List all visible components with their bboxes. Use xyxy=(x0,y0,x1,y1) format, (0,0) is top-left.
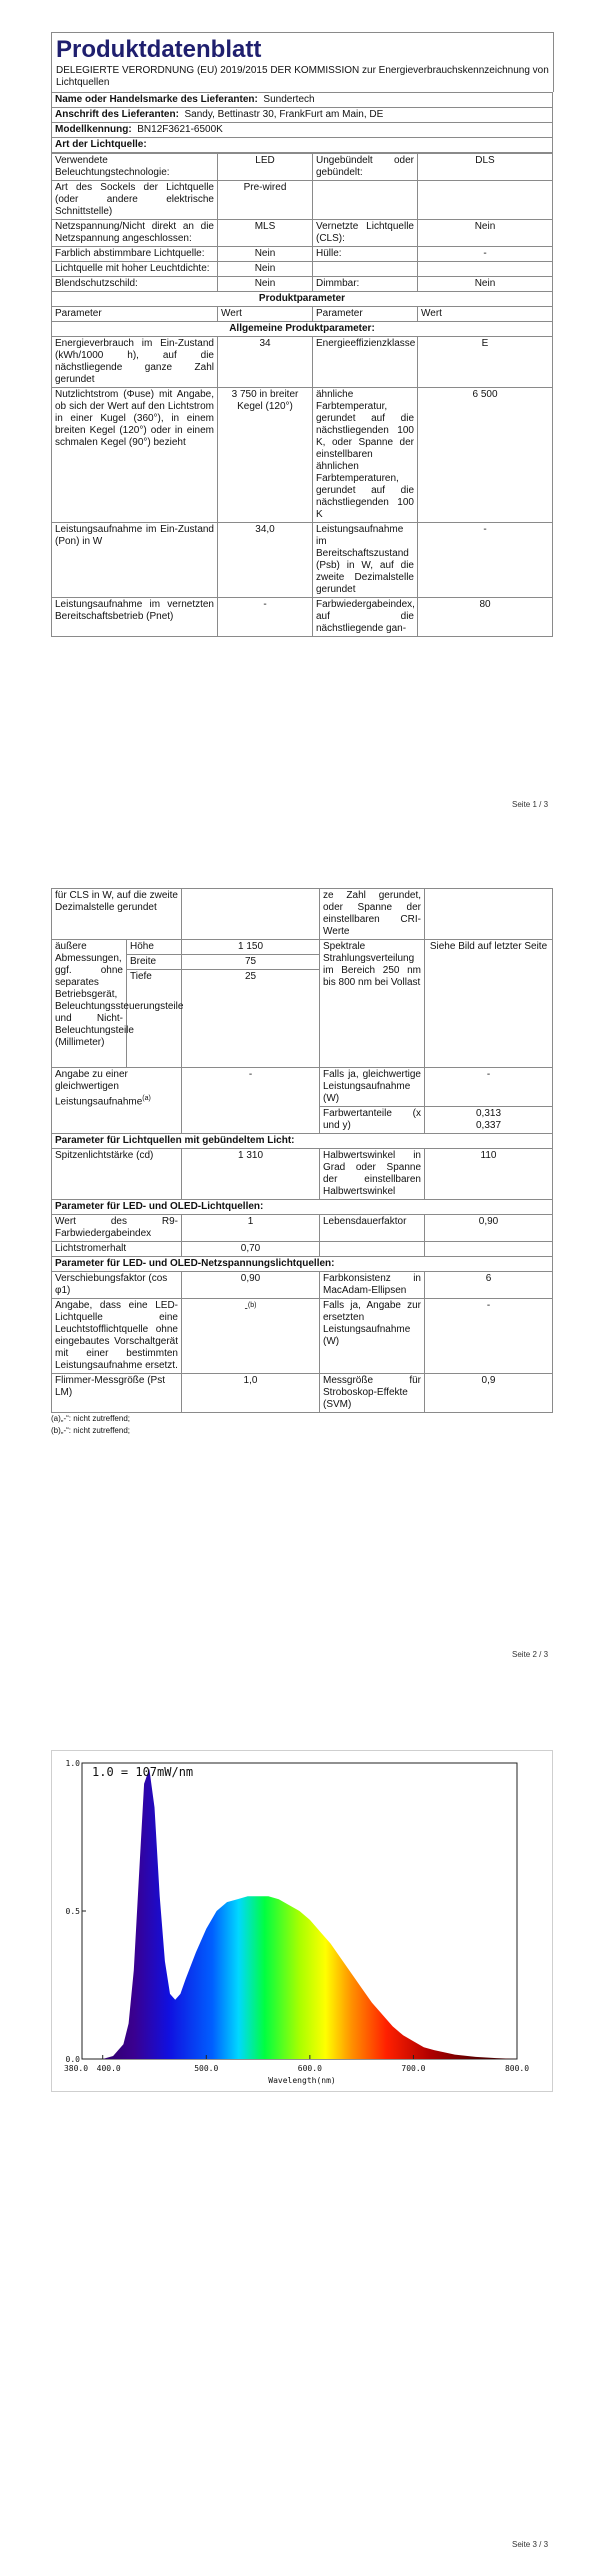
equiv-power-w-value: - xyxy=(425,1068,553,1107)
cell: Vernetzte Lichtquelle (CLS): xyxy=(313,220,418,247)
replacement-label: Angabe, dass eine LED-Lichtquelle eine Leuchtstofflichtquelle ohne eingebautes Vorschaltgerät mit einer bestimmten Leistungsaufnahme ersetzt. xyxy=(52,1299,182,1374)
table-row xyxy=(52,181,553,220)
cell: Ungebündelt oder gebündelt: xyxy=(313,154,418,181)
cell: 34,0 xyxy=(218,523,313,598)
col-header: Parameter xyxy=(52,307,218,322)
cell: - xyxy=(218,598,313,637)
y-tick-label: 1.0 xyxy=(65,1759,80,1768)
light-source-table xyxy=(51,153,553,637)
footnote-ref: (b) xyxy=(247,1302,257,1309)
table-row xyxy=(52,1215,553,1242)
cell: 6 500 xyxy=(418,388,553,523)
table-row xyxy=(52,1068,553,1107)
x-axis-label: Wavelength(nm) xyxy=(268,2076,336,2085)
macadam-value: 6 xyxy=(425,1272,553,1299)
cell: Leistungsaufnahme im Ein-Zustand (Pon) in W xyxy=(52,523,218,598)
x-tick-label: 500.0 xyxy=(194,2064,219,2073)
table-row xyxy=(52,1242,553,1257)
mains-heading: Parameter für LED- und OLED-Netzspannungslichtquellen: xyxy=(55,1258,335,1269)
x-tick-label: 700.0 xyxy=(401,2064,426,2073)
chromaticity-y: 0,337 xyxy=(475,1120,502,1131)
cell: Farbwiedergabeindex, auf die nächstliegende gan- xyxy=(313,598,418,637)
x-tick-label: 800.0 xyxy=(504,2064,530,2073)
cell: Pre-wired xyxy=(218,181,313,220)
footnote-ref: (a) xyxy=(142,1095,151,1102)
table-row xyxy=(52,220,553,247)
table-row xyxy=(52,1149,553,1200)
cell: DLS xyxy=(418,154,553,181)
page-number: Seite 2 / 3 xyxy=(512,1650,549,1659)
cell: Lichtquelle mit hoher Leuchtdichte: xyxy=(52,262,218,277)
cell xyxy=(313,262,418,277)
peak-intensity-label: Spitzenlichtstärke (cd) xyxy=(52,1149,182,1200)
cell: Energieverbrauch im Ein-Zustand (kWh/1000 h), auf die nächstliegende ganze Zahl gerundet xyxy=(52,337,218,388)
r9-label: Wert des R9-Farbwiedergabeindex xyxy=(52,1215,182,1242)
r9-value: 1 xyxy=(182,1215,320,1242)
table-row xyxy=(52,262,553,277)
title-box xyxy=(51,32,554,92)
dim-width-value: 75 xyxy=(182,955,320,970)
equiv-power-value: - xyxy=(182,1068,320,1134)
col-header: Parameter xyxy=(313,307,418,322)
cell: Farblich abstimmbare Lichtquelle: xyxy=(52,247,218,262)
chromaticity-x: 0,313 xyxy=(475,1108,502,1119)
spectrum-svg xyxy=(52,1751,552,2091)
cell xyxy=(313,181,418,220)
dim-width-label: Breite xyxy=(127,955,182,970)
cell: ähnliche Farbtemperatur, gerundet auf die nächstliegenden 100 K, oder Spanne der einstellbaren ähnlichen Farbtemperaturen, gerundet auf die nächstliegenden 100 K xyxy=(313,388,418,523)
spectrum-chart xyxy=(51,1750,553,2092)
table-row xyxy=(52,598,553,637)
lumen-maintenance-label: Lichtstromerhalt xyxy=(52,1242,182,1257)
table-row xyxy=(52,154,553,181)
model-value: BN12F3621-6500K xyxy=(137,124,223,135)
cell: 80 xyxy=(418,598,553,637)
cell: Nein xyxy=(218,277,313,292)
cell xyxy=(320,1242,425,1257)
replaced-power-label: Falls ja, Angabe zur ersetzten Leistungsaufnahme (W) xyxy=(320,1299,425,1374)
page-title: Produktdatenblatt xyxy=(56,36,262,63)
page-1 xyxy=(0,0,603,820)
table-row xyxy=(52,1374,553,1413)
page-number: Seite 3 / 3 xyxy=(512,2540,549,2549)
table-row xyxy=(52,337,553,388)
model-label: Modellkennung: xyxy=(55,124,132,135)
chromaticity-label: Farbwertanteile (x und y) xyxy=(320,1107,425,1134)
supplier-address-value: Sandy, Bettinastr 30, FrankFurt am Main, DE xyxy=(184,109,384,120)
footnote-b: (b)„-“: nicht zutreffend; xyxy=(51,1426,130,1435)
cell xyxy=(425,1242,553,1257)
y-tick-label: 0.0 xyxy=(65,2055,80,2064)
peak-intensity-value: 1 310 xyxy=(182,1149,320,1200)
table-row xyxy=(52,523,553,598)
y-tick-label: 0.5 xyxy=(65,1907,80,1916)
cell: - xyxy=(418,247,553,262)
dim-depth-value: 25 xyxy=(182,970,320,1068)
footnote-a: (a)„-“: nicht zutreffend; xyxy=(51,1414,130,1423)
page-2 xyxy=(0,860,603,1680)
cell: Nein xyxy=(418,277,553,292)
general-params-heading: Allgemeine Produktparameter: xyxy=(229,323,375,334)
displacement-factor-label: Verschiebungsfaktor (cos φ1) xyxy=(52,1272,182,1299)
supplier-name-value: Sundertech xyxy=(263,94,315,105)
cell: für CLS in W, auf die zweite Dezimalstelle gerundet xyxy=(52,889,182,940)
svm-value: 0,9 xyxy=(425,1374,553,1413)
cell xyxy=(418,181,553,220)
cell: Blendschutzschild: xyxy=(52,277,218,292)
table-row xyxy=(52,1299,553,1374)
survival-factor-value: 0,90 xyxy=(425,1215,553,1242)
cell: ze Zahl gerundet, oder Spanne der einstellbaren CRI-Werte xyxy=(320,889,425,940)
spectrum-area xyxy=(82,1769,517,2059)
column-headers xyxy=(52,307,553,322)
cell: Energieeffizienzklasse xyxy=(313,337,418,388)
product-params-heading: Produktparameter xyxy=(258,293,346,304)
dim-height-label: Höhe xyxy=(127,940,182,955)
flicker-value: 1,0 xyxy=(182,1374,320,1413)
replacement-value: - xyxy=(244,1303,248,1315)
x-tick-label: 400.0 xyxy=(96,2064,121,2073)
col-header: Wert xyxy=(418,307,553,322)
params-table-continued xyxy=(51,888,553,1413)
cell: Leistungsaufnahme im Bereitschaftszustand (Psb) in W, auf die zweite Dezimalstelle gerundet xyxy=(313,523,418,598)
replaced-power-value: - xyxy=(425,1299,553,1374)
cell: Nein xyxy=(218,262,313,277)
cell: Art des Sockels der Lichtquelle (oder andere elektrische Schnittstelle) xyxy=(52,181,218,220)
datasheet-page-1 xyxy=(51,32,552,637)
cell: E xyxy=(418,337,553,388)
directional-heading: Parameter für Lichtquellen mit gebündeltem Licht: xyxy=(55,1135,295,1146)
table-row xyxy=(52,1272,553,1299)
x-tick-label: 380.0 xyxy=(63,2064,89,2073)
cell: Nutzlichtstrom (Φuse) mit Angabe, ob sich der Wert auf den Lichtstrom in einer Kugel (360°), in einem breiten Kegel (120°) oder in einem schmalen Kegel (90°) bezieht xyxy=(52,388,218,523)
spectral-label: Spektrale Strahlungsverteilung im Bereich 250 nm bis 800 nm bei Vollast xyxy=(320,940,425,1068)
cell: Netzspannung/Nicht direkt an die Netzspannung angeschlossen: xyxy=(52,220,218,247)
cell: 3 750 in breiter Kegel (120°) xyxy=(218,388,313,523)
table-row xyxy=(52,388,553,523)
macadam-label: Farbkonsistenz in MacAdam-Ellipsen xyxy=(320,1272,425,1299)
table-row xyxy=(52,277,553,292)
page-number: Seite 1 / 3 xyxy=(512,800,549,809)
led-heading: Parameter für LED- und OLED-Lichtquellen: xyxy=(55,1201,264,1212)
cell: MLS xyxy=(218,220,313,247)
regulation-subtitle: DELEGIERTE VERORDNUNG (EU) 2019/2015 DER KOMMISSION zur Energieverbrauchskennzeichnung von Lichtquellen xyxy=(56,65,549,88)
displacement-factor-value: 0,90 xyxy=(182,1272,320,1299)
cell: Hülle: xyxy=(313,247,418,262)
table-row xyxy=(52,889,553,940)
cell: LED xyxy=(218,154,313,181)
survival-factor-label: Lebensdauerfaktor xyxy=(320,1215,425,1242)
table-row xyxy=(52,247,553,262)
svm-label: Messgröße für Stroboskop-Effekte (SVM) xyxy=(320,1374,425,1413)
cell xyxy=(418,262,553,277)
cell xyxy=(425,889,553,940)
beam-angle-value: 110 xyxy=(425,1149,553,1200)
spectral-value: Siehe Bild auf letzter Seite xyxy=(425,940,553,1068)
beam-angle-label: Halbwertswinkel in Grad oder Spanne der einstellbaren Halbwertswinkel xyxy=(320,1149,425,1200)
cell: Nein xyxy=(418,220,553,247)
cell xyxy=(182,889,320,940)
dim-depth-label: Tiefe xyxy=(127,970,182,1068)
dim-height-value: 1 150 xyxy=(182,940,320,955)
flicker-label: Flimmer-Messgröße (Pst LM) xyxy=(52,1374,182,1413)
equiv-power-w-label: Falls ja, gleichwertige Leistungsaufnahme (W) xyxy=(320,1068,425,1107)
x-tick-label: 600.0 xyxy=(297,2064,322,2073)
light-type-label: Art der Lichtquelle: xyxy=(55,139,147,150)
table-row xyxy=(52,940,553,955)
datasheet-page-2 xyxy=(51,888,552,1437)
supplier-address-label: Anschrift des Lieferanten: xyxy=(55,109,179,120)
col-header: Wert xyxy=(218,307,313,322)
chart-annotation: 1.0 = 107mW/nm xyxy=(92,1765,194,1779)
lumen-maintenance-value: 0,70 xyxy=(182,1242,320,1257)
supplier-name-label: Name oder Handelsmarke des Lieferanten: xyxy=(55,94,258,105)
equiv-power-label: Angabe zu einer gleichwertigen Leistungsaufnahme xyxy=(55,1069,143,1108)
cell: Leistungsaufnahme im vernetzten Bereitschaftsbetrieb (Pnet) xyxy=(52,598,218,637)
cell: Nein xyxy=(218,247,313,262)
cell: Verwendete Beleuchtungstechnologie: xyxy=(52,154,218,181)
supplier-table xyxy=(51,92,553,153)
dimensions-label: äußere Abmessungen, ggf. ohne separates Betriebsgerät, Beleuchtungssteuerungsteile und Nicht-Beleuchtungsteile (Millimeter) xyxy=(52,940,127,1068)
cell: - xyxy=(418,523,553,598)
cell: Dimmbar: xyxy=(313,277,418,292)
cell: 34 xyxy=(218,337,313,388)
